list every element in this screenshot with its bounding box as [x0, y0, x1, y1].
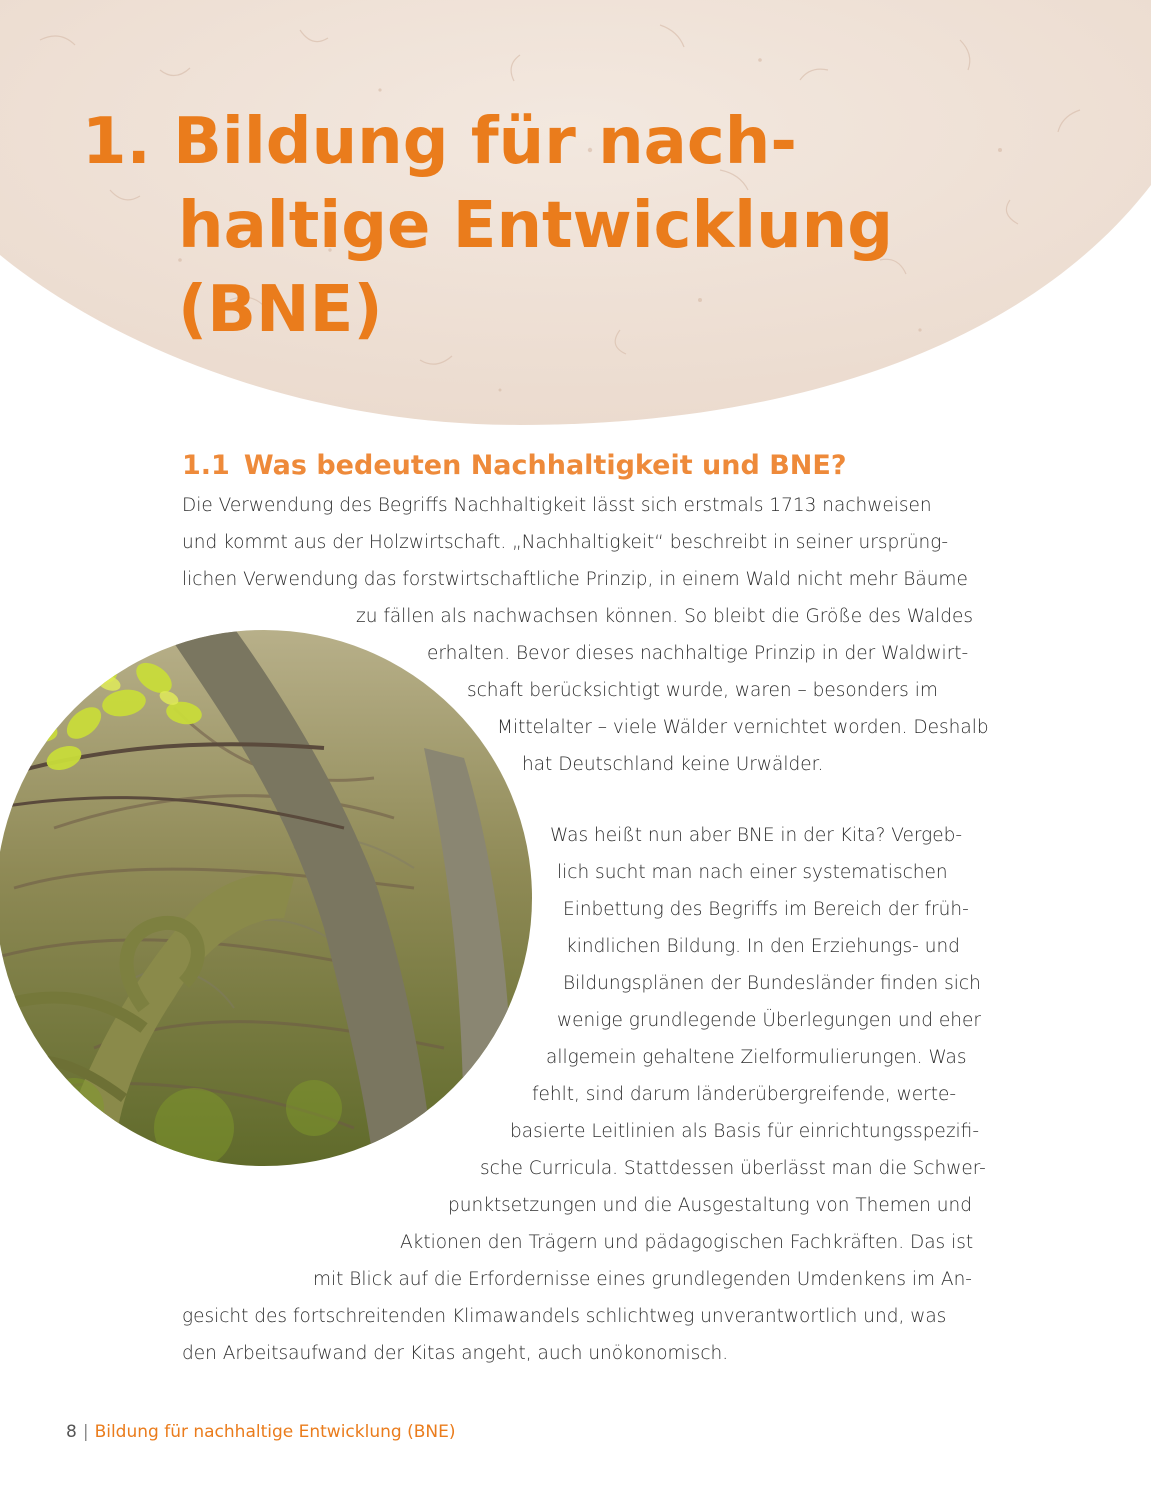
body-line: und kommt aus der Holzwirtschaft. „Nachhaltigkeit“ beschreibt in seiner ursprüng-	[182, 532, 949, 553]
body-line: mit Blick auf die Erfordernisse eines grundlegenden Umdenkens im An-	[313, 1269, 972, 1290]
body-line: zu fällen als nachwachsen können. So bleibt die Größe des Waldes	[356, 606, 974, 627]
section-heading	[182, 446, 846, 486]
page-number: 8	[66, 1422, 77, 1442]
body-line: sche Curricula. Stattdessen überlässt man die Schwer-	[480, 1158, 986, 1179]
body-line: lich sucht man nach einer systematischen	[557, 862, 948, 883]
chapter-title-line: (BNE)	[178, 273, 383, 347]
body-line: lichen Verwendung das forstwirtschaftliche Prinzip, in einem Wald nicht mehr Bäume	[182, 569, 968, 590]
body-line: hat Deutschland keine Urwälder.	[522, 754, 824, 775]
body-line: Aktionen den Trägern und pädagogischen Fachkräften. Das ist	[400, 1232, 974, 1253]
section-number: 1.1	[182, 450, 230, 481]
body-line: kindlichen Bildung. In den Erziehungs- und	[566, 936, 960, 957]
running-title: Bildung für nachhaltige Entwicklung (BNE)	[94, 1422, 456, 1442]
body-line: Bildungsplänen der Bundesländer finden sich	[563, 973, 981, 994]
body-line: den Arbeitsaufwand der Kitas angeht, auch unökonomisch.	[182, 1343, 729, 1364]
body-line: gesicht des fortschreitenden Klimawandels schlichtweg unverantwortlich und, was	[182, 1306, 947, 1327]
body-line: Die Verwendung des Begriffs Nachhaltigkeit lässt sich erstmals 1713 nachweisen	[182, 495, 932, 516]
chapter-title	[82, 100, 893, 352]
body-line: allgemein gehaltene Zielformulierungen. Was	[546, 1047, 967, 1068]
body-line: basierte Leitlinien als Basis für einrichtungsspezifi-	[510, 1121, 979, 1142]
body-line: wenige grundlegende Überlegungen und eher	[557, 1010, 981, 1031]
body-line: Was heißt nun aber BNE in der Kita? Vergeb-	[550, 825, 963, 846]
body-line: schaft berücksichtigt wurde, waren – besonders im	[467, 680, 938, 701]
body-line: Einbettung des Begriffs im Bereich der früh-	[563, 899, 969, 920]
body-line: fehlt, sind darum länderübergreifende, werte-	[532, 1084, 957, 1105]
chapter-title-line: 1. Bildung für nach-	[82, 105, 797, 179]
chapter-title-line: haltige Entwicklung	[178, 189, 894, 263]
body-line: erhalten. Bevor dieses nachhaltige Prinzip in der Waldwirt-	[427, 643, 969, 664]
forest-photo	[0, 628, 534, 1168]
body-line: punktsetzungen und die Ausgestaltung von Themen und	[448, 1195, 972, 1216]
footer-separator: |	[82, 1422, 89, 1442]
section-title: Was bedeuten Nachhaltigkeit und BNE?	[243, 450, 847, 481]
body-line: Mittelalter – viele Wälder vernichtet worden. Deshalb	[497, 717, 989, 738]
page-footer	[66, 1422, 455, 1442]
